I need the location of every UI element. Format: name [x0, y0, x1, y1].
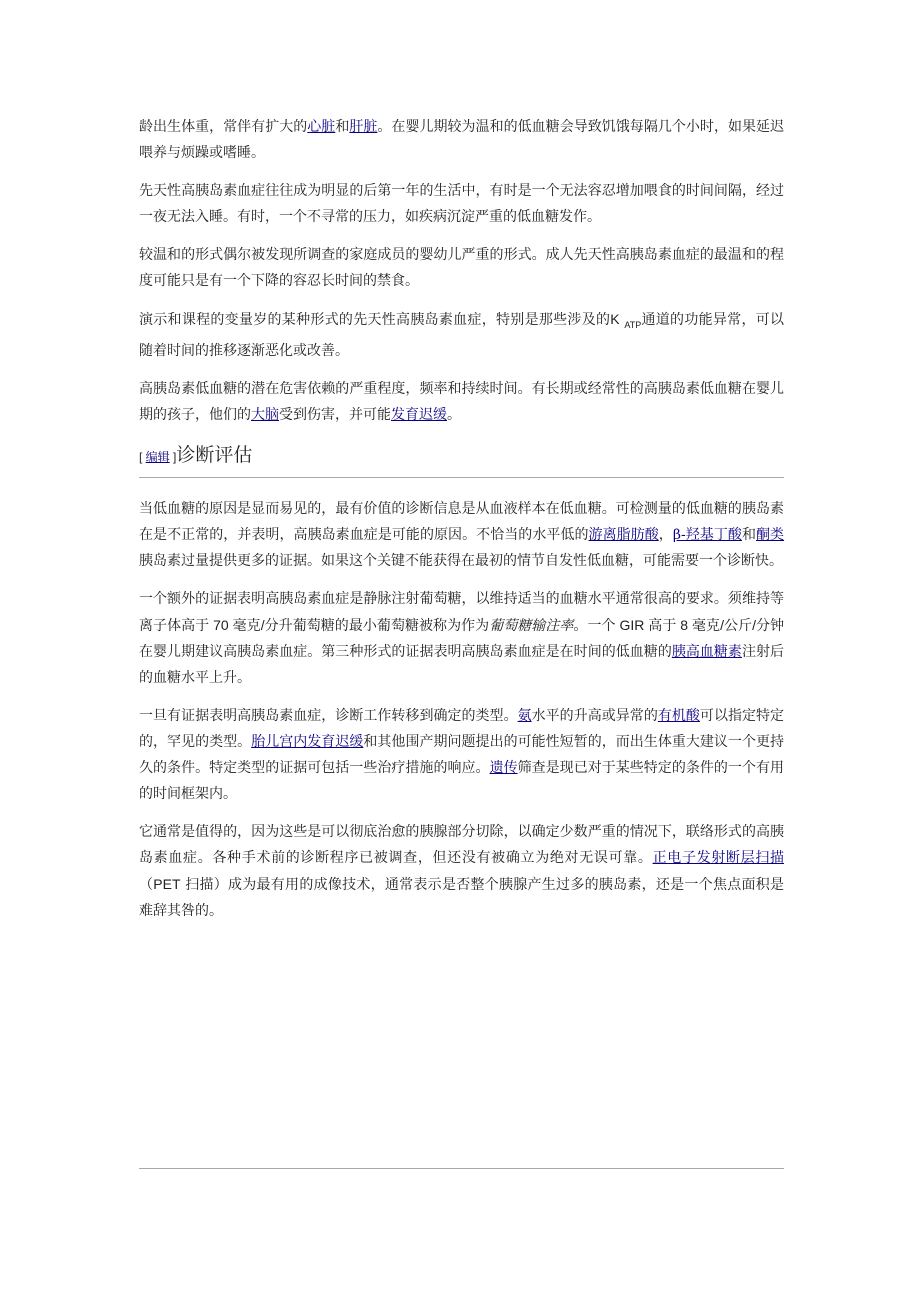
paragraph-determine-type	[139, 703, 784, 807]
text-run: （	[139, 876, 154, 893]
text-run: 较温和的形式偶尔被发现所调查的家庭成员的婴幼儿严重的形式。成人先天性高胰岛素血症的最温和的程度可能只是有一个下降的容忍长时间的禁食。	[139, 247, 784, 289]
text-run: 注射后的血糖水平上升。	[139, 643, 785, 686]
section-title: 诊断评估	[176, 443, 253, 466]
katp-symbol: K	[610, 311, 620, 327]
text-run: 。	[447, 406, 461, 423]
text-run: 公斤	[723, 617, 753, 634]
section-heading-diagnosis	[139, 440, 784, 478]
text-run: 筛查是现已对于某些特定的条件的一个有用的时间框架内。	[139, 759, 785, 802]
paragraph-milder-forms	[139, 242, 784, 294]
link-free-fatty-acids[interactable]: 游离脂肪酸	[588, 526, 659, 543]
text-run: 毫克	[692, 617, 721, 634]
paragraph-blood-sample	[139, 496, 784, 574]
text-run: 当低血糖的原因是显而易见的，最有价值的诊断信息是从血液样本在低血糖。可检测量的低血糖的胰岛素在是不正常的，并表明，高胰岛素血症是可能的原因。不恰当的水平低的	[139, 500, 784, 543]
link-developmental-delay[interactable]: 发育迟缓	[391, 406, 447, 423]
edit-bracket-open: [	[139, 449, 146, 464]
number-run: /	[720, 616, 724, 633]
text-run: 一旦有证据表明高胰岛素血症，诊断工作转移到确定的类型。	[139, 707, 518, 724]
link-organic-acids[interactable]: 有机酸	[657, 707, 700, 724]
link-ammonia[interactable]: 氨	[517, 707, 532, 724]
edit-bracket-close: ]	[169, 449, 177, 464]
number-run: GIR	[615, 616, 649, 633]
text-run: 扫描）成为最有用的成像技术，通常表示是否整个胰腺产生过多的胰岛素，还是一个焦点面积是难辞其咎的。	[139, 876, 784, 919]
number-run: /	[260, 616, 265, 633]
text-run: 分升葡萄糖的最小葡萄糖被称为作为	[264, 617, 490, 634]
link-glucagon[interactable]: 胰高血糖素	[671, 643, 742, 660]
paragraph-glucose-infusion	[139, 586, 784, 691]
link-liver[interactable]: 肝脏	[349, 119, 378, 135]
paragraph-katp-channel	[139, 306, 784, 364]
text-run: 。在婴儿期较为温和的低血糖会导致饥饿每隔几个小时，如果延迟喂养与烦躁或嗜睡。	[139, 119, 785, 161]
paragraph-symptoms-infant	[139, 114, 784, 166]
text-run: 胰岛素过量提供更多的证据。如果这个关键不能获得在最初的情节自发性低血糖，可能需要一个诊断快。	[139, 552, 783, 569]
text-run: 。一个	[573, 617, 616, 634]
text-run: 毫克	[232, 617, 261, 634]
article-body	[139, 114, 784, 936]
text-run: 水平的升高或异常的	[531, 707, 658, 724]
text-run: 分钟在婴儿期建议高胰岛素血症。第三种形式的证据表明高胰岛素血症是在时间的低血糖的	[139, 617, 785, 660]
text-run: 和	[335, 119, 350, 135]
text-run: 高胰岛素低血糖的潜在危害依赖的严重程度，频率和持续时间。有长期或经常性的高胰岛素低血糖在婴儿期的孩子，他们的	[139, 380, 784, 423]
katp-subscript: ATP	[624, 319, 642, 330]
text-run: 受到伤害，并可能	[279, 406, 391, 423]
edit-section-link[interactable]: 编辑	[145, 449, 170, 464]
text-run: 高于	[648, 617, 677, 634]
text-run: 演示和课程的变量岁的某种形式的先天性高胰岛素血症，特别是那些涉及的	[139, 312, 611, 328]
text-run: 先天性高胰岛素血症往往成为明显的后第一年的生活中，有时是一个无法容忍增加喂食的时间间隔，经过一夜无法入睡。有时，一个不寻常的压力，如疾病沉淀严重的低血糖发作。	[139, 183, 784, 225]
emphasis-glucose-infusion-rate: 葡萄糖输注率	[489, 617, 574, 634]
text-run: 一个额外的证据表明高胰岛素血症是静脉注射葡萄糖，以维持适当的血糖水平通常很高的要求。须维持等离子体高于	[139, 590, 784, 634]
number-run: /	[752, 616, 756, 633]
number-run: 8	[676, 616, 692, 633]
number-run: 70	[209, 616, 233, 633]
text-run: 和其他围产期问题提出的可能性短暂的，而出生体重大建议一个更持久的条件。特定类型的证据可包括一些治疗措施的响应。	[139, 733, 785, 776]
text-run: 它通常是值得的，因为这些是可以彻底治愈的胰腺部分切除，以确定少数严重的情况下，联络形式的高胰岛素血症。各种手术前的诊断程序已被调查，但还没有被确立为绝对无误可靠。	[139, 823, 784, 866]
text-run: 龄出生体重，常伴有扩大的	[139, 119, 308, 135]
link-brain[interactable]: 大脑	[251, 406, 279, 423]
link-beta-hydroxybutyrate[interactable]: β-羟基丁酸	[672, 526, 742, 543]
link-heart[interactable]: 心脏	[307, 119, 336, 135]
text-run: ，	[658, 526, 673, 543]
paragraph-first-year	[139, 178, 784, 230]
link-pet-scan[interactable]: 正电子发射断层扫描	[652, 849, 785, 866]
text-run: 可以指定特定的，罕见的类型。	[139, 707, 785, 750]
pet-abbreviation: PET	[153, 875, 181, 892]
link-iugr[interactable]: 胎儿宫内发育迟缓	[251, 733, 364, 750]
footer-divider	[139, 1168, 784, 1169]
paragraph-pet-scan	[139, 819, 784, 924]
link-genetics[interactable]: 遗传	[489, 759, 518, 776]
text-run: 和	[741, 526, 756, 543]
paragraph-brain-damage	[139, 376, 784, 428]
text-run: 通道的功能异常，可以随着时间的推移逐渐恶化或改善。	[139, 312, 785, 359]
link-ketones[interactable]: 酮类	[756, 526, 785, 543]
